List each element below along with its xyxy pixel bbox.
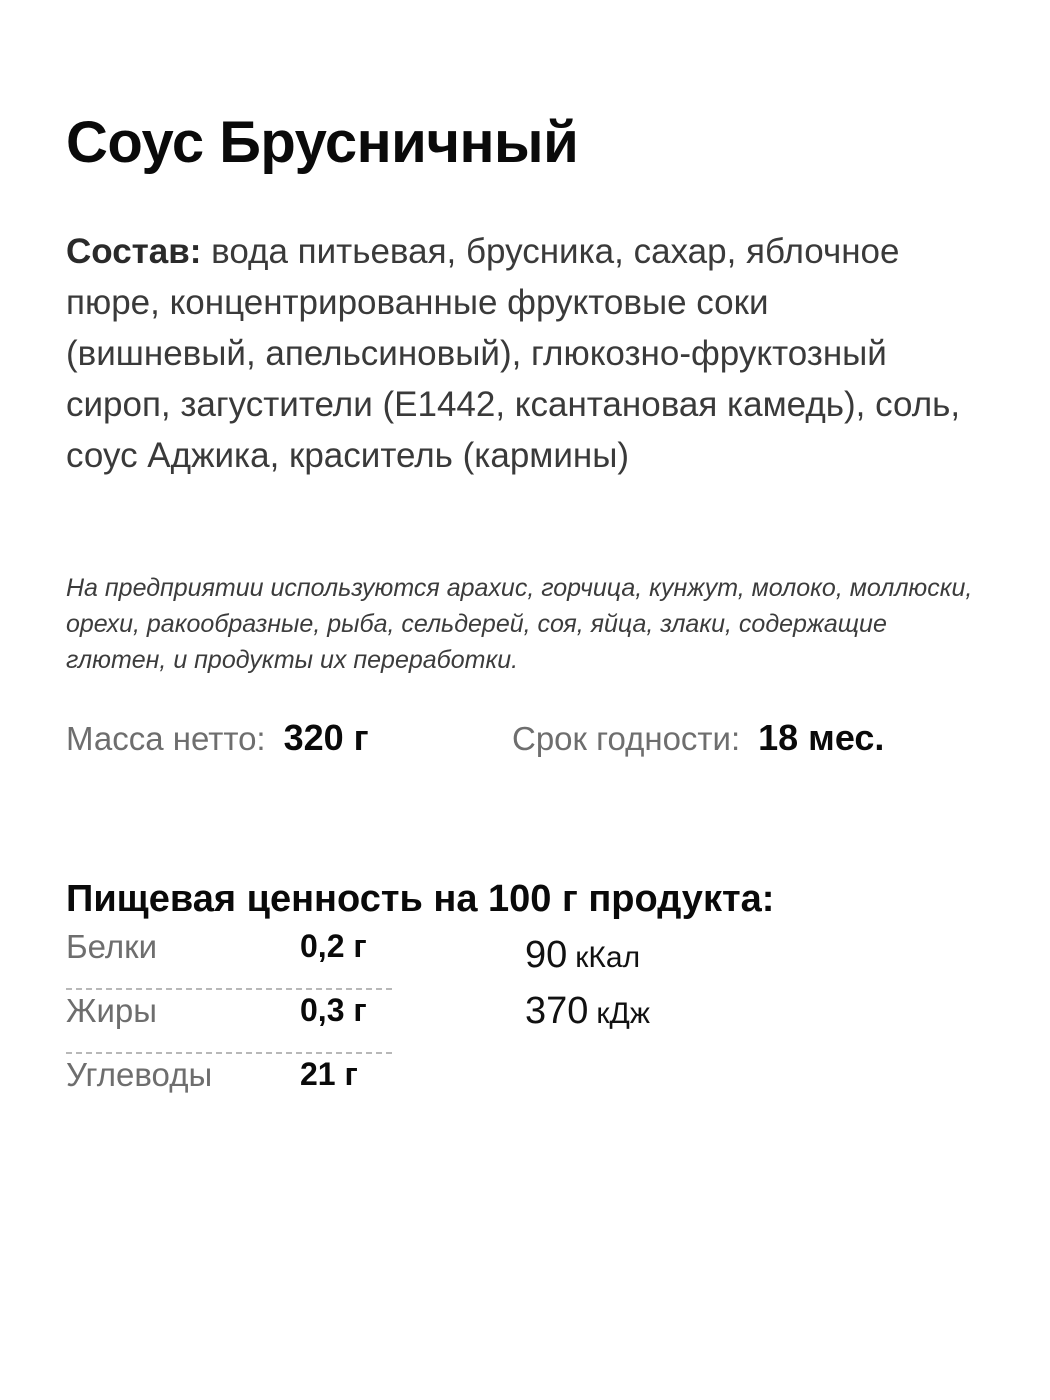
shelf-life-label: Срок годности: bbox=[512, 720, 741, 757]
nutrition-row-carbs bbox=[66, 1054, 392, 1118]
energy-number: 90 bbox=[525, 934, 568, 976]
energy-values bbox=[525, 934, 650, 1046]
product-title: Соус Брусничный bbox=[66, 109, 579, 175]
shelf-life bbox=[512, 714, 884, 763]
composition-block bbox=[66, 226, 966, 481]
nutrition-row-fat bbox=[66, 990, 392, 1054]
net-mass bbox=[66, 714, 369, 763]
energy-unit: кДж bbox=[596, 997, 650, 1030]
nutrition-value: 0,3 г bbox=[300, 992, 367, 1028]
nutrition-value: 0,2 г bbox=[300, 928, 367, 964]
nutrition-label: Углеводы bbox=[66, 1056, 213, 1093]
energy-number: 370 bbox=[525, 990, 589, 1032]
nutrition-value: 21 г bbox=[300, 1056, 358, 1092]
energy-kcal bbox=[525, 934, 650, 990]
net-mass-label: Масса нетто: bbox=[66, 720, 266, 757]
allergens-note: На предприятии используются арахис, горчица, кунжут, молоко, моллюски, орехи, ракообразные, рыба, сельдерей, соя, яйца, злаки, содержащие глютен, и продукты их переработки. bbox=[66, 574, 973, 674]
nutrition-table bbox=[66, 926, 392, 1118]
nutrition-label: Белки bbox=[66, 928, 158, 965]
composition-label: Состав: bbox=[66, 232, 202, 271]
energy-kj bbox=[525, 990, 650, 1046]
nutrition-title: Пищевая ценность на 100 г продукта: bbox=[66, 877, 775, 920]
nutrition-label: Жиры bbox=[66, 992, 157, 1029]
shelf-life-value: 18 мес. bbox=[758, 717, 885, 758]
net-mass-value: 320 г bbox=[283, 717, 369, 758]
composition-text: вода питьевая, брусника, сахар, яблочное пюре, концентрированные фруктовые соки (вишневый, апельсиновый), глюкозно-фруктозный сироп, загустители (Е1442, ксантановая камедь), соль, соус Аджика, краситель (кармины) bbox=[66, 232, 961, 475]
energy-unit: кКал bbox=[575, 941, 641, 974]
nutrition-row-protein bbox=[66, 926, 392, 990]
